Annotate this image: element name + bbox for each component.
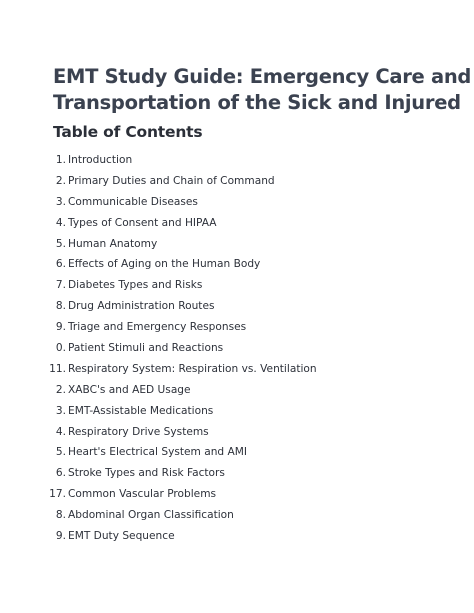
toc-item-number: 2. (55, 383, 66, 396)
toc-item (0, 380, 474, 401)
toc-item (0, 254, 474, 275)
toc-item (0, 192, 474, 213)
toc-item-text: Common Vascular Problems (68, 488, 217, 501)
toc-item-text: Drug Administration Routes (68, 300, 215, 313)
table-of-contents (0, 150, 474, 547)
toc-item (0, 359, 474, 380)
toc-item-text: EMT-Assistable Medications (68, 404, 214, 417)
toc-item-text: XABC's and AED Usage (68, 383, 191, 396)
toc-item-text: Primary Duties and Chain of Command (68, 174, 275, 187)
toc-item (0, 463, 474, 484)
toc-item-text: Human Anatomy (68, 237, 158, 250)
toc-item-number: 11. (49, 362, 66, 375)
toc-item-number: 6. (55, 467, 66, 480)
toc-item-text: Introduction (68, 154, 133, 166)
toc-item (0, 171, 474, 192)
toc-item-number: 0. (55, 342, 66, 355)
toc-item-text: Diabetes Types and Risks (68, 279, 203, 292)
toc-item (0, 317, 474, 338)
toc-item-number: 2. (55, 174, 66, 187)
toc-item-number: 8. (55, 300, 66, 313)
toc-item-text: EMT Duty Sequence (68, 530, 175, 543)
toc-item (0, 422, 474, 443)
toc-item (0, 442, 474, 463)
toc-item-number: 3. (55, 404, 66, 417)
toc-item-number: 3. (55, 195, 66, 208)
toc-item-text: Types of Consent and HIPAA (68, 216, 217, 229)
toc-item-number: 17. (49, 488, 66, 501)
toc-item-number: 9. (55, 530, 66, 543)
toc-item (0, 505, 474, 526)
toc-item (0, 275, 474, 296)
toc-item-text: Communicable Diseases (68, 195, 198, 208)
toc-item-number: 4. (55, 216, 66, 229)
toc-item (0, 484, 474, 505)
toc-item-number: 1. (55, 154, 66, 166)
toc-item-number: 8. (55, 509, 66, 522)
toc-item-text: Patient Stimuli and Reactions (68, 342, 224, 355)
toc-item-text: Abdominal Organ Classification (68, 509, 234, 522)
document-title-line-2: Transportation of the Sick and Injured (53, 91, 461, 114)
toc-item (0, 526, 474, 547)
toc-item-number: 7. (55, 279, 66, 292)
toc-item-number: 9. (55, 321, 66, 334)
toc-heading: Table of Contents (53, 123, 203, 141)
toc-item-number: 6. (55, 258, 66, 271)
toc-item (0, 296, 474, 317)
toc-item-text: Stroke Types and Risk Factors (68, 467, 225, 480)
toc-item-number: 5. (55, 237, 66, 250)
toc-item (0, 338, 474, 359)
toc-item-text: Heart's Electrical System and AMI (68, 446, 248, 459)
toc-item (0, 213, 474, 234)
toc-item-text: Respiratory System: Respiration vs. Ventilation (68, 362, 317, 375)
toc-item (0, 150, 474, 171)
document-title (53, 64, 472, 116)
toc-item-number: 5. (55, 446, 66, 459)
toc-item-text: Respiratory Drive Systems (68, 425, 209, 438)
toc-item-text: Triage and Emergency Responses (68, 321, 247, 334)
toc-item (0, 234, 474, 255)
toc-item (0, 401, 474, 422)
toc-item-number: 4. (55, 425, 66, 438)
document-title-line-1: EMT Study Guide: Emergency Care and (53, 65, 472, 88)
toc-item-text: Effects of Aging on the Human Body (68, 258, 261, 271)
